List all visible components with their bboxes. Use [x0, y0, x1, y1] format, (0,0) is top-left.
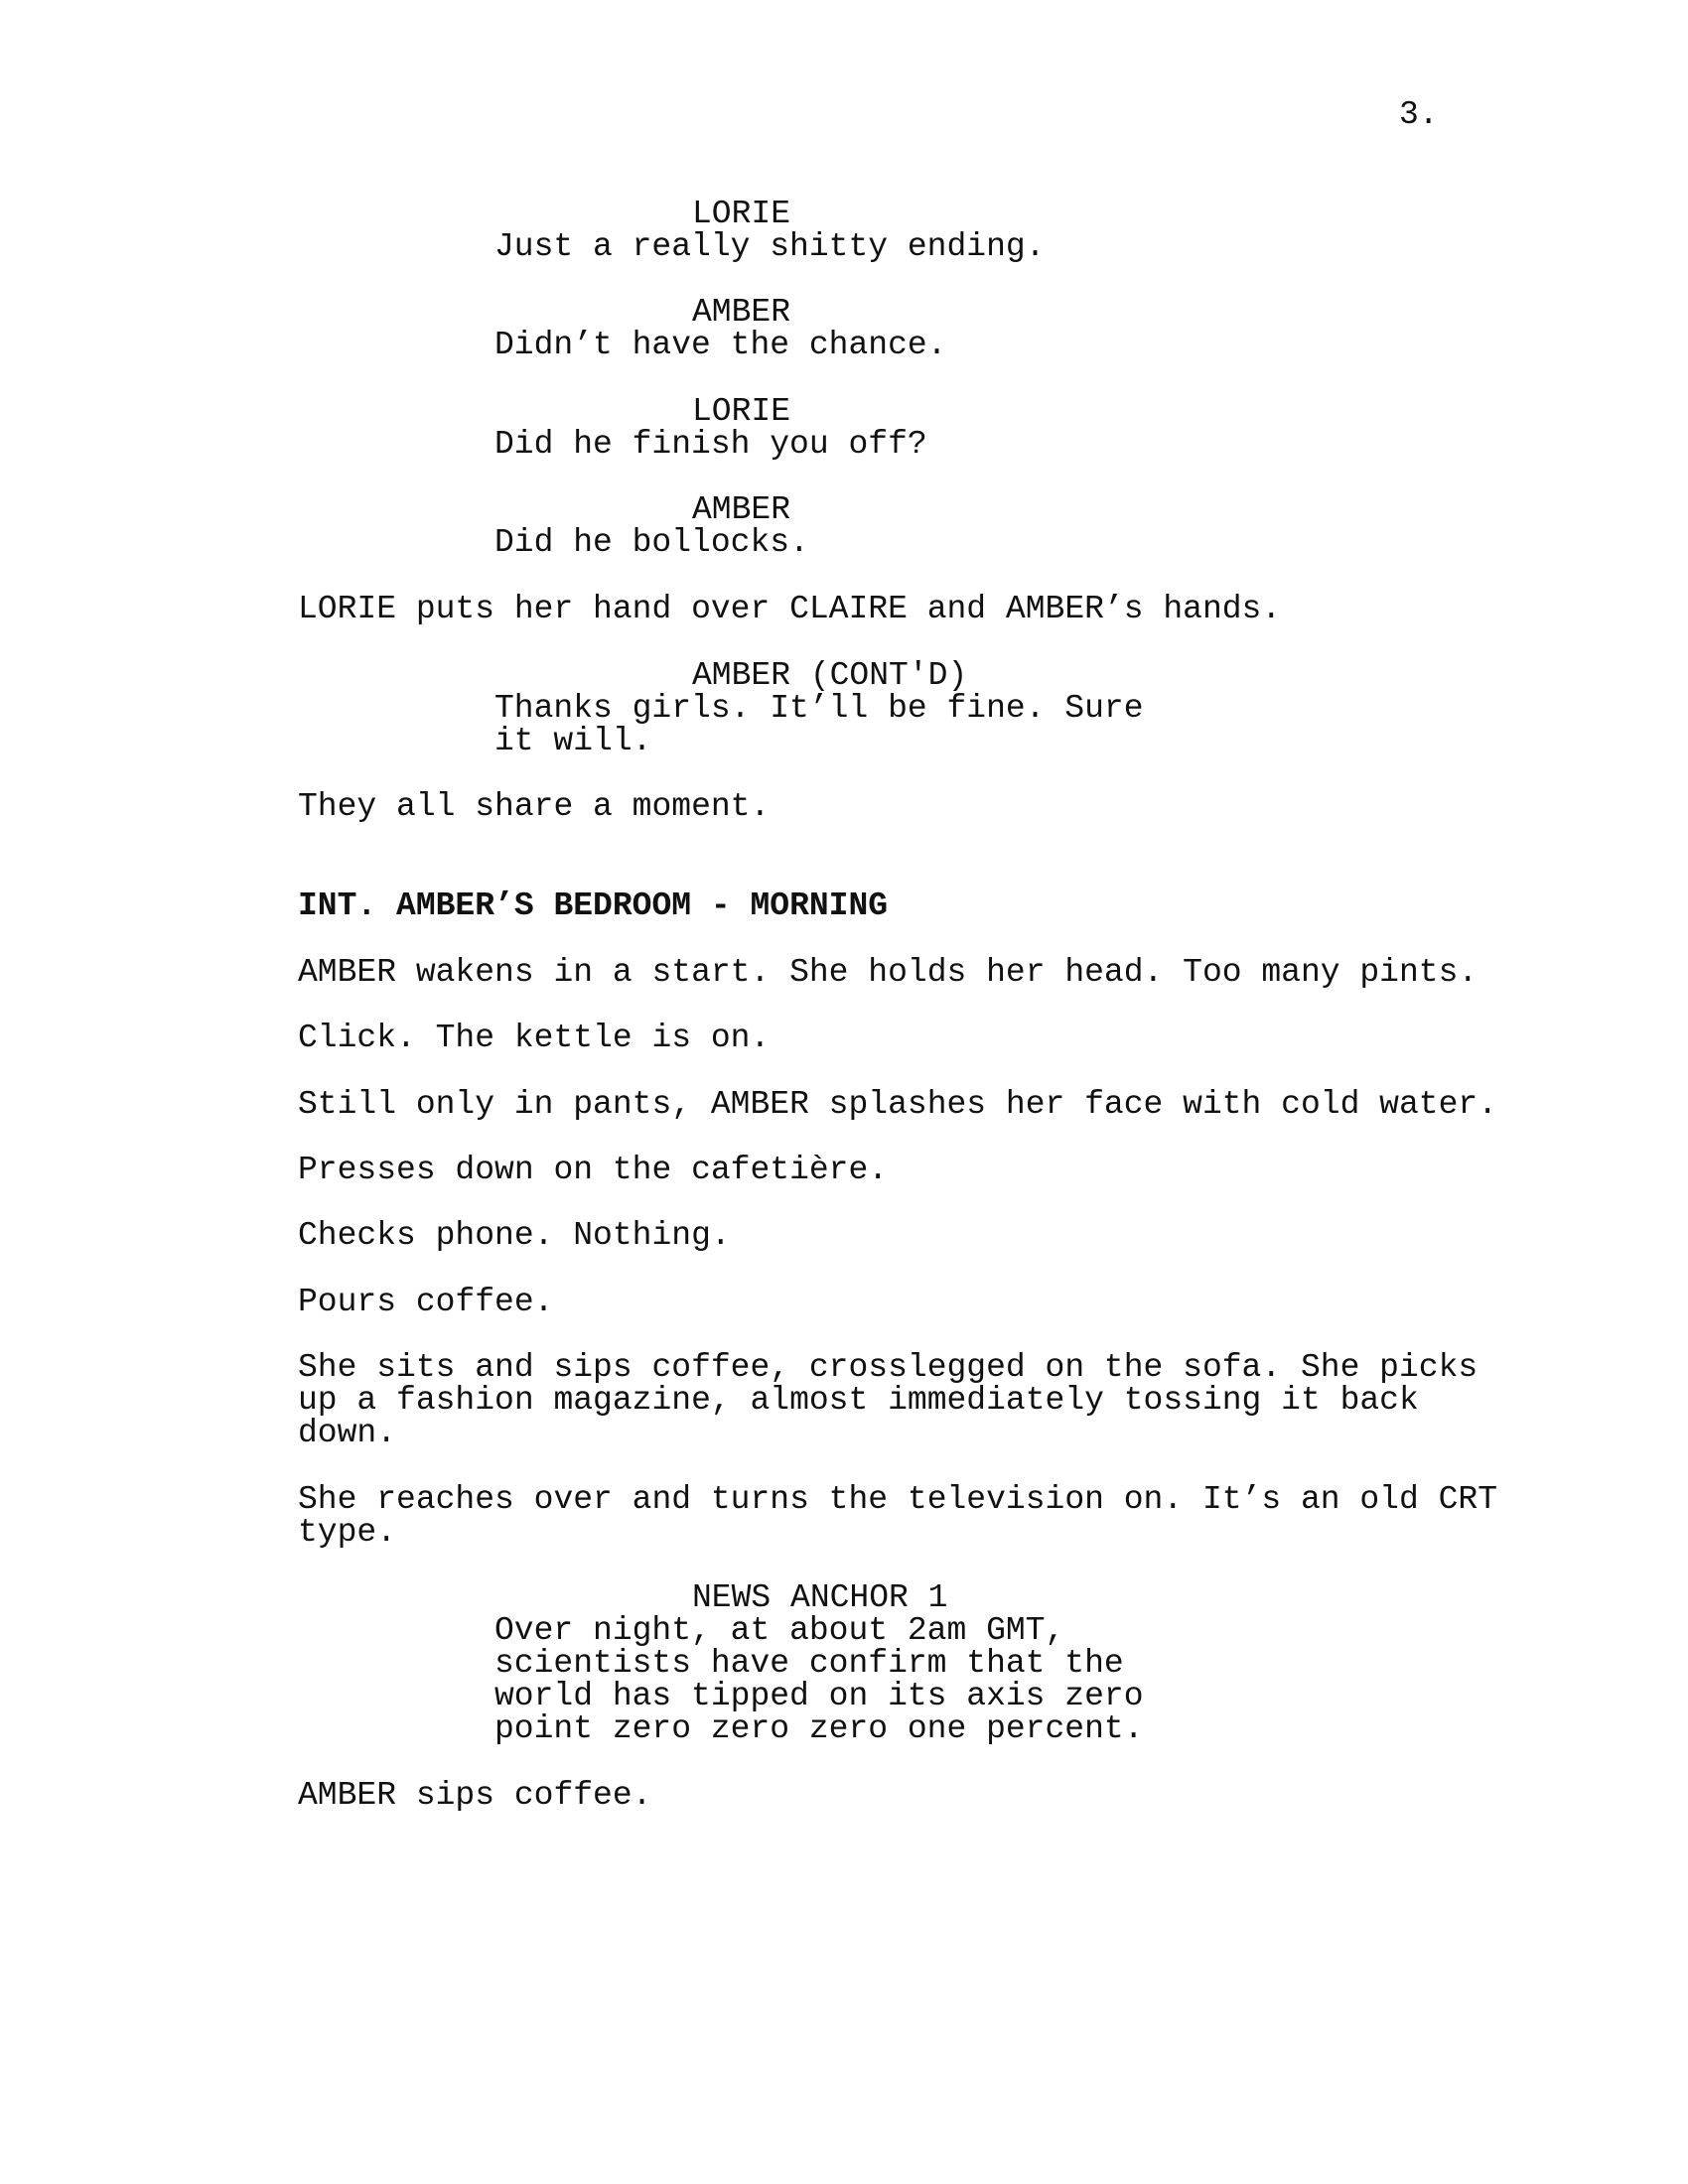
action-line: Still only in pants, AMBER splashes her face with cold water.	[298, 1086, 1497, 1123]
dialogue-line: Did he bollocks.	[494, 524, 809, 561]
dialogue-line: Thanks girls. It’ll be fine. Sure	[494, 690, 1144, 727]
dialogue-line: world has tipped on its axis zero	[494, 1678, 1144, 1714]
character-name-lorie: LORIE	[692, 393, 791, 430]
action-line: Click. The kettle is on.	[298, 1020, 771, 1056]
dialogue-line: Just a really shitty ending.	[494, 228, 1046, 265]
character-name-amber-contd: AMBER (CONT'D)	[692, 657, 968, 694]
character-name-lorie: LORIE	[692, 196, 791, 232]
dialogue-line: scientists have confirm that the	[494, 1645, 1124, 1682]
action-line: LORIE puts her hand over CLAIRE and AMBER’s hands.	[298, 591, 1282, 627]
action-line: She reaches over and turns the television on. It’s an old CRT	[298, 1481, 1497, 1518]
action-line: Presses down on the cafetière.	[298, 1152, 889, 1188]
action-line: down.	[298, 1415, 397, 1451]
dialogue-line: Didn’t have the chance.	[494, 327, 947, 363]
action-line: AMBER sips coffee.	[298, 1777, 652, 1814]
action-line: up a fashion magazine, almost immediately tossing it back	[298, 1382, 1419, 1419]
action-line: Checks phone. Nothing.	[298, 1217, 731, 1254]
action-line: Pours coffee.	[298, 1284, 554, 1320]
dialogue-line: Did he finish you off?	[494, 426, 927, 463]
character-name-amber: AMBER	[692, 491, 791, 528]
page-number: 3.	[1399, 96, 1439, 133]
scene-heading: INT. AMBER’S BEDROOM - MORNING	[298, 887, 889, 924]
action-line: type.	[298, 1514, 397, 1551]
action-line: AMBER wakens in a start. She holds her head. Too many pints.	[298, 954, 1478, 991]
action-line: She sits and sips coffee, crosslegged on the sofa. She picks	[298, 1349, 1478, 1386]
character-name-news-anchor: NEWS ANCHOR 1	[692, 1579, 948, 1616]
character-name-amber: AMBER	[692, 294, 791, 331]
dialogue-line: it will.	[494, 723, 652, 759]
action-line: They all share a moment.	[298, 788, 771, 825]
dialogue-line: Over night, at about 2am GMT,	[494, 1612, 1065, 1649]
dialogue-line: point zero zero zero one percent.	[494, 1710, 1144, 1747]
